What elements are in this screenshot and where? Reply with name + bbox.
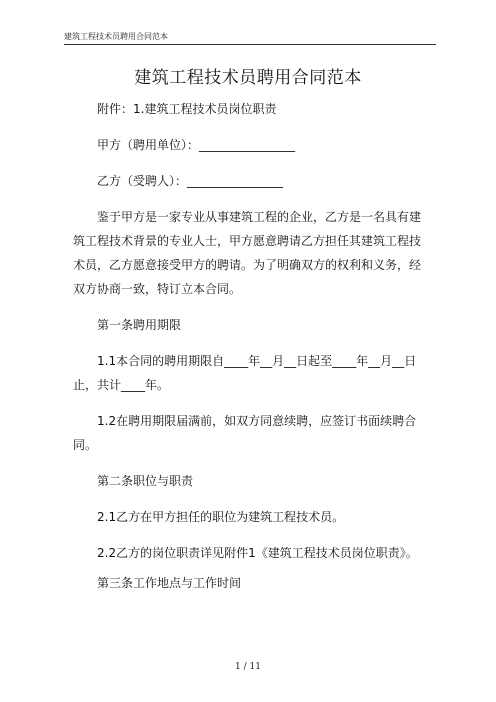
party-a-line: 甲方（聘用单位）：________________ [97,138,296,152]
running-header: 建筑工程技术员聘用合同范本 [64,32,168,41]
clause-2-1: 2.1乙方在甲方担任的职位为建筑工程技术员。 [97,510,345,524]
preamble-paragraph: 鉴于甲方是一家专业从事建筑工程的企业，乙方是一名具有建筑工程技术背景的专业人士，甲方愿意聘请乙方担任其建筑工程技术员，乙方愿意接受甲方的聘请。为了明确双方的权利和义务，经双方协商一致，特订立本合同。 [73,210,422,296]
article-3-heading: 第三条工作地点与工作时间 [97,576,242,590]
article-2-heading: 第二条职位与职责 [97,474,194,488]
clause-1-2: 1.2在聘用期限届满前，如双方同意续聘，应签订书面续聘合同。 [73,414,417,452]
article-1-heading: 第一条聘用期限 [97,318,182,332]
party-b-line: 乙方（受聘人）：________________ [97,174,284,188]
clause-1-1: 1.1本合同的聘用期限自____年__月__日起至____年__月__日止，共计____年。 [73,354,417,392]
document-body [73,97,429,607]
attachment-note: 附件：1.建筑工程技术员岗位职责 [97,102,277,116]
page-number: 1 / 11 [235,662,261,672]
header-divider [64,44,436,45]
document-title: 建筑工程技术员聘用合同范本 [134,68,362,88]
clause-2-2: 2.2乙方的岗位职责详见附件1《建筑工程技术员岗位职责》。 [97,546,418,560]
